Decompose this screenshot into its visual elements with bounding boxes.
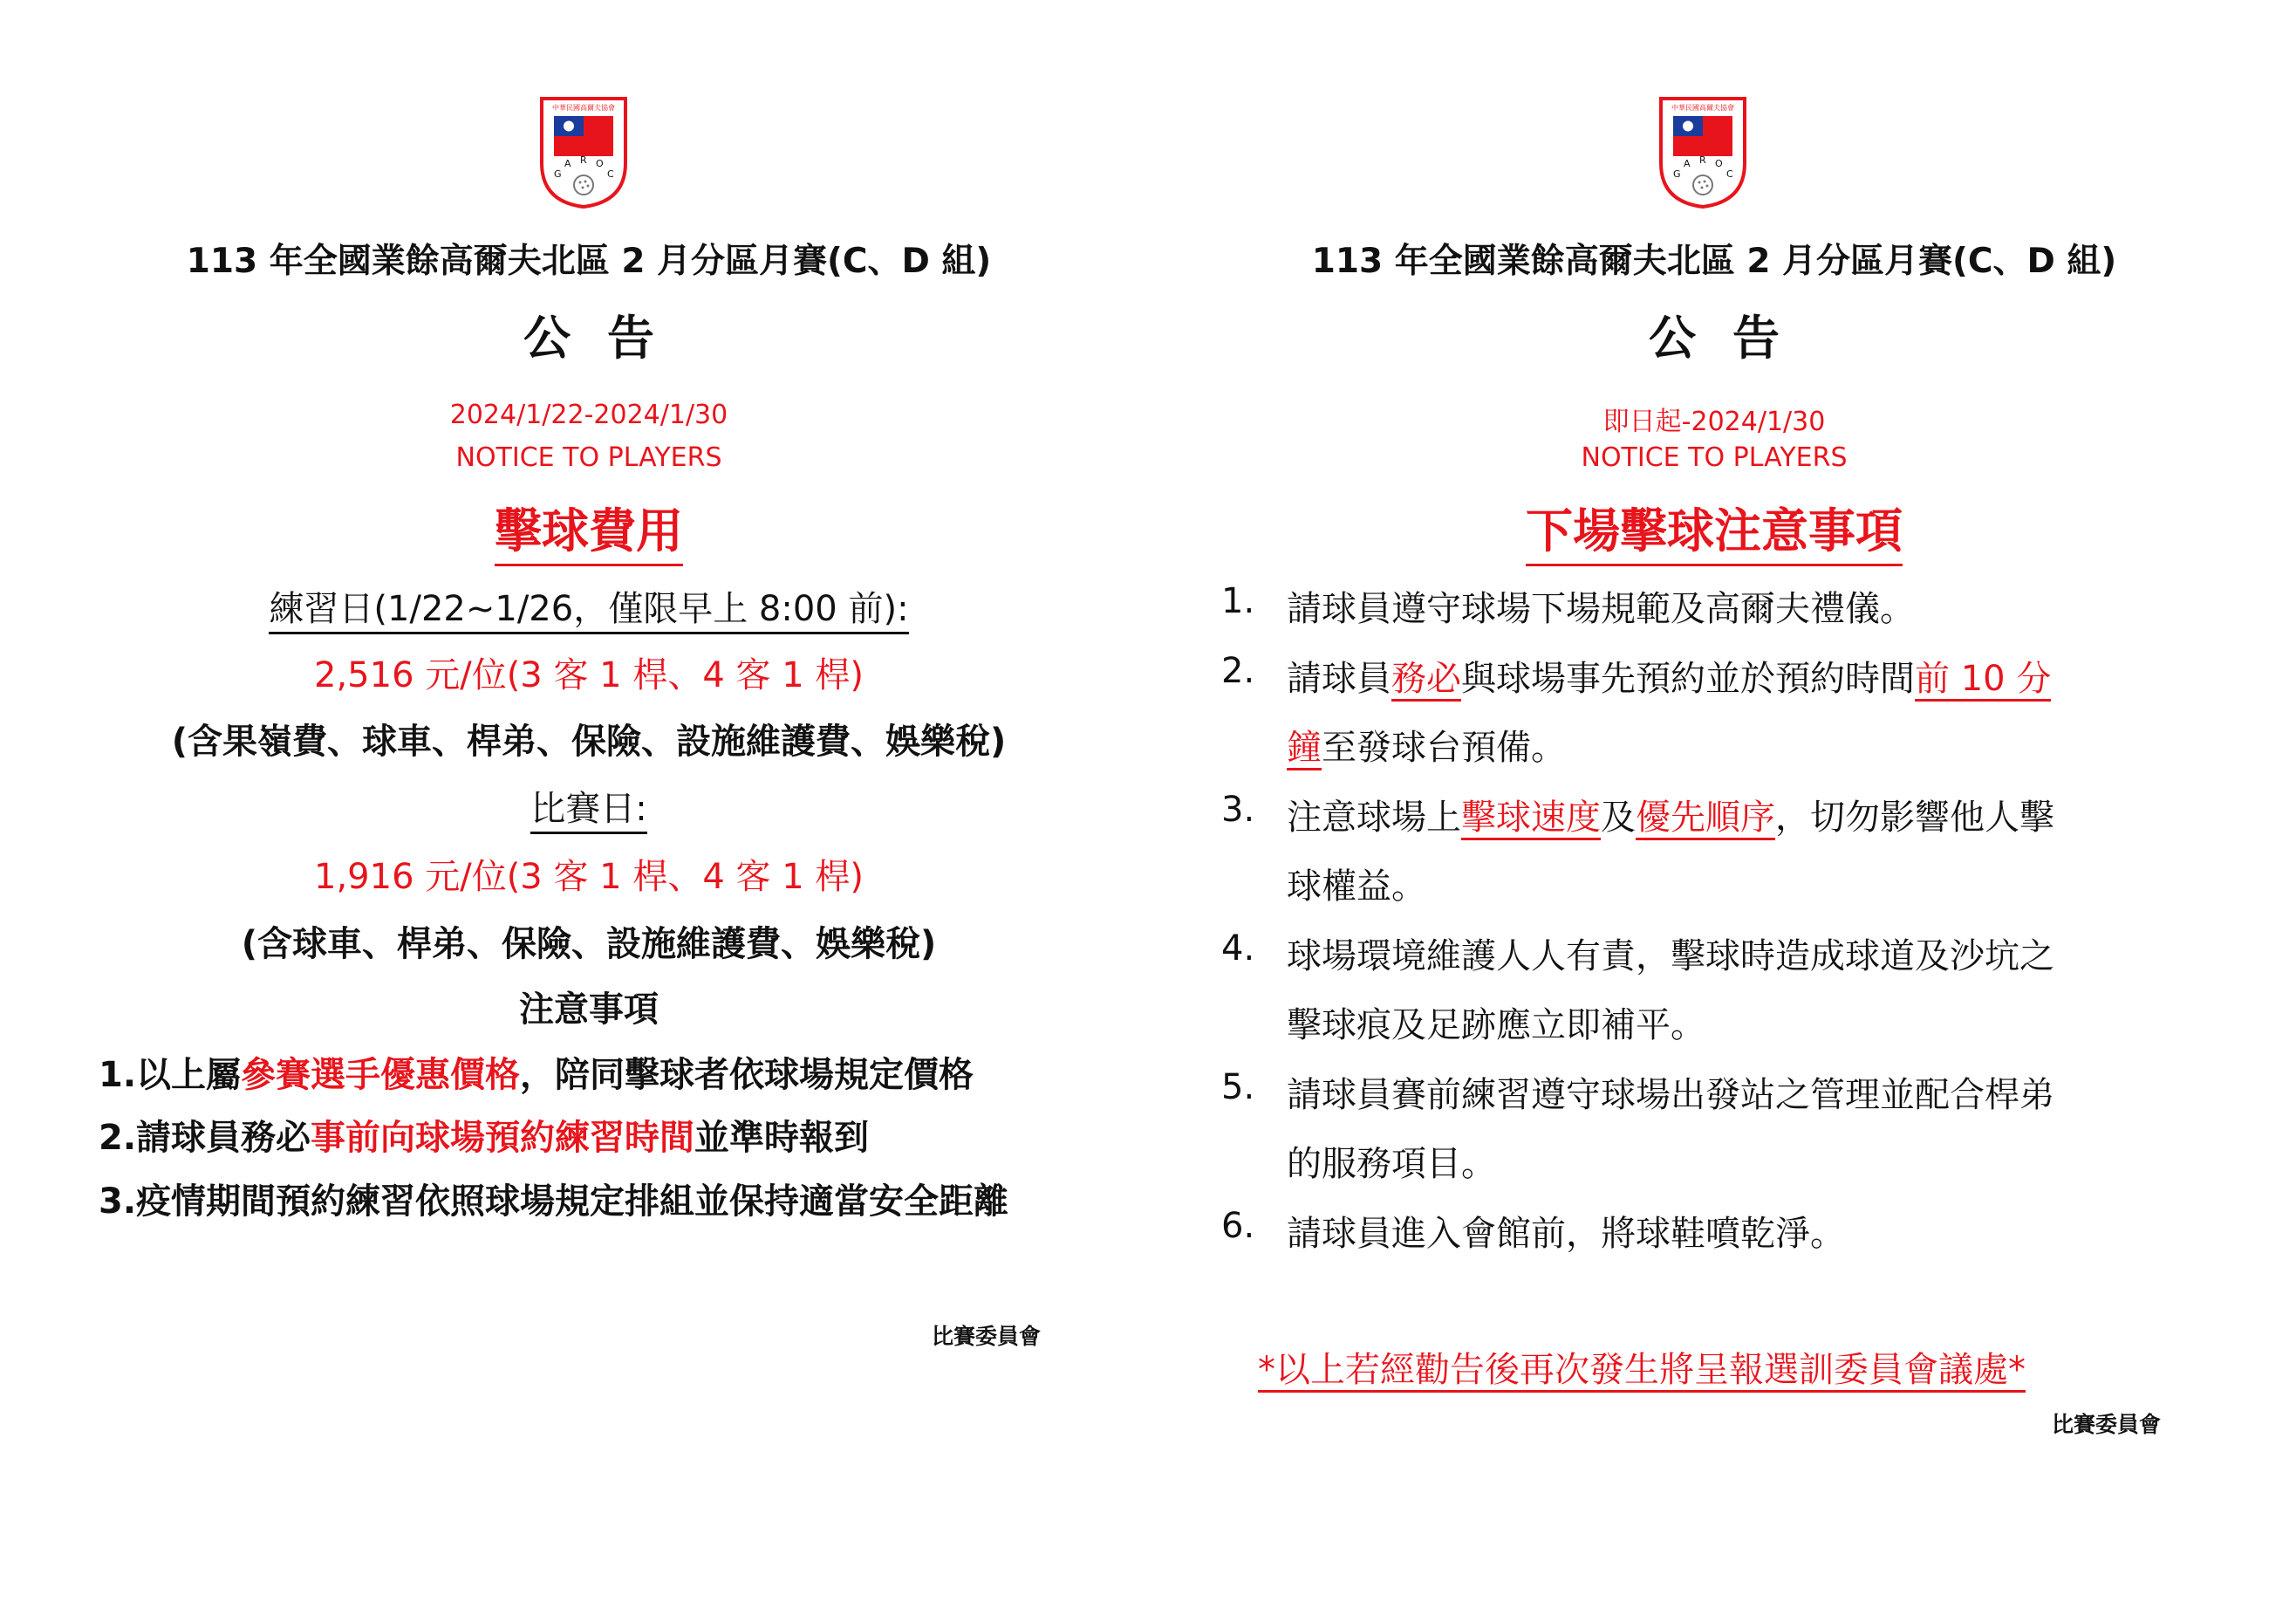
rule-3-a: 注意球場上 xyxy=(1287,798,1461,838)
note-1-a: 1.以上屬 xyxy=(99,1055,242,1095)
garoc-logo xyxy=(1654,93,1752,210)
practice-inclusions: (含果嶺費、球車、桿弟、保險、設施維護費、娛樂稅) xyxy=(171,722,1007,762)
note-2-highlight: 事前向球場預約練習時間 xyxy=(311,1118,695,1158)
right-committee-signature: 比賽委員會 xyxy=(2052,1412,2162,1437)
rule-2-c: 與球場事先預約並於預約時間 xyxy=(1461,659,1915,699)
left-title: 113 年全國業餘高爾夫北區 2 月分區月賽(C、D 組) xyxy=(186,242,992,281)
rule-1-text: 請球員遵守球場下場規範及高爾夫禮儀。 xyxy=(1287,589,1915,629)
match-label-text: 比賽日: xyxy=(530,789,646,834)
right-announce: 公告 xyxy=(1649,311,1816,366)
rule-3-e: ，切勿影響他人擊 xyxy=(1775,798,2054,838)
right-title: 113 年全國業餘高爾夫北區 2 月分區月賽(C、D 組) xyxy=(1311,242,2117,281)
practice-label-text: 練習日(1/22~1/26，僅限早上 8:00 前): xyxy=(269,589,908,634)
garoc-logo xyxy=(535,93,632,210)
svg-text:A: A xyxy=(564,158,571,169)
rule-3-line-2: 球權益。 xyxy=(1287,866,1426,907)
rule-5-line-2: 的服務項目。 xyxy=(1287,1144,1496,1184)
rule-2-number: 2. xyxy=(1221,651,1255,691)
note-1 xyxy=(99,1047,974,1097)
rule-3-highlight-speed: 擊球速度 xyxy=(1461,798,1601,840)
warning-note-text: *以上若經勸告後再次發生將呈報選訓委員會議處* xyxy=(1258,1350,2026,1393)
left-heading xyxy=(87,494,1090,561)
rule-2-highlight-must: 務必 xyxy=(1391,659,1461,702)
left-committee-signature: 比賽委員會 xyxy=(932,1324,1042,1349)
svg-text:R: R xyxy=(580,154,587,166)
match-label xyxy=(87,781,1090,831)
rule-2-line-1 xyxy=(1287,651,2051,701)
right-heading xyxy=(1213,494,2216,561)
rule-3-number: 3. xyxy=(1221,790,1255,830)
rule-5-number: 5. xyxy=(1221,1067,1255,1107)
svg-text:G: G xyxy=(1673,168,1681,180)
svg-text:O: O xyxy=(596,158,604,169)
left-announce: 公告 xyxy=(523,311,691,366)
left-notice: NOTICE TO PLAYERS xyxy=(455,442,722,473)
warning-note xyxy=(1258,1342,2026,1392)
svg-text:O: O xyxy=(1715,158,1723,169)
rule-2-line-2 xyxy=(1287,720,1566,770)
svg-text:A: A xyxy=(1684,158,1691,169)
right-notice: NOTICE TO PLAYERS xyxy=(1581,442,1848,473)
left-heading-text: 擊球費用 xyxy=(495,503,683,566)
note-2-a: 2.請球員務必 xyxy=(99,1118,311,1158)
note-2-c: 並準時報到 xyxy=(694,1118,870,1158)
left-date: 2024/1/22-2024/1/30 xyxy=(449,400,728,430)
note-1-highlight: 參賽選手優惠價格 xyxy=(241,1055,521,1095)
right-heading-text: 下場擊球注意事項 xyxy=(1526,503,1903,566)
practice-price: 2,516 元/位(3 客 1 桿、4 客 1 桿) xyxy=(314,655,864,695)
svg-text:C: C xyxy=(1726,168,1733,180)
rule-6-number: 6. xyxy=(1221,1206,1255,1246)
rule-3-highlight-priority: 優先順序 xyxy=(1636,798,1775,840)
rule-4-number: 4. xyxy=(1221,928,1255,969)
rule-1-number: 1. xyxy=(1221,581,1255,621)
rule-2-highlight-10min: 前 10 分 xyxy=(1915,659,2051,702)
svg-text:G: G xyxy=(554,168,562,180)
rule-6-text: 請球員進入會館前，將球鞋噴乾淨。 xyxy=(1287,1214,1845,1254)
rule-3-c: 及 xyxy=(1601,798,1636,838)
note-1-c: ，陪同擊球者依球場規定價格 xyxy=(520,1055,974,1095)
practice-label xyxy=(87,581,1090,631)
rule-4-line-1: 球場環境維護人人有責，擊球時造成球道及沙坑之 xyxy=(1287,936,2054,976)
rule-4-line-2: 擊球痕及足跡應立即補平。 xyxy=(1287,1005,1705,1045)
notes-title: 注意事項 xyxy=(519,989,659,1030)
match-inclusions: (含球車、桿弟、保險、設施維護費、娛樂稅) xyxy=(241,924,937,964)
svg-text:中華民國高爾夫協會: 中華民國高爾夫協會 xyxy=(1671,104,1734,112)
match-price: 1,916 元/位(3 客 1 桿、4 客 1 桿) xyxy=(314,857,864,897)
svg-text:C: C xyxy=(607,168,614,180)
rule-3-line-1 xyxy=(1287,790,2054,839)
svg-text:中華民國高爾夫協會: 中華民國高爾夫協會 xyxy=(552,104,615,112)
rule-2-f: 至發球台預備。 xyxy=(1322,728,1566,768)
svg-text:R: R xyxy=(1699,154,1706,166)
right-date: 即日起-2024/1/30 xyxy=(1602,407,1826,437)
note-3: 3.疫情期間預約練習依照球場規定排組並保持適當安全距離 xyxy=(99,1181,1009,1222)
rule-2-a: 請球員 xyxy=(1287,659,1391,699)
rule-2-highlight-cont: 鐘 xyxy=(1287,728,1322,770)
note-2 xyxy=(99,1110,869,1160)
rule-5-line-1: 請球員賽前練習遵守球場出發站之管理並配合桿弟 xyxy=(1287,1075,2054,1115)
